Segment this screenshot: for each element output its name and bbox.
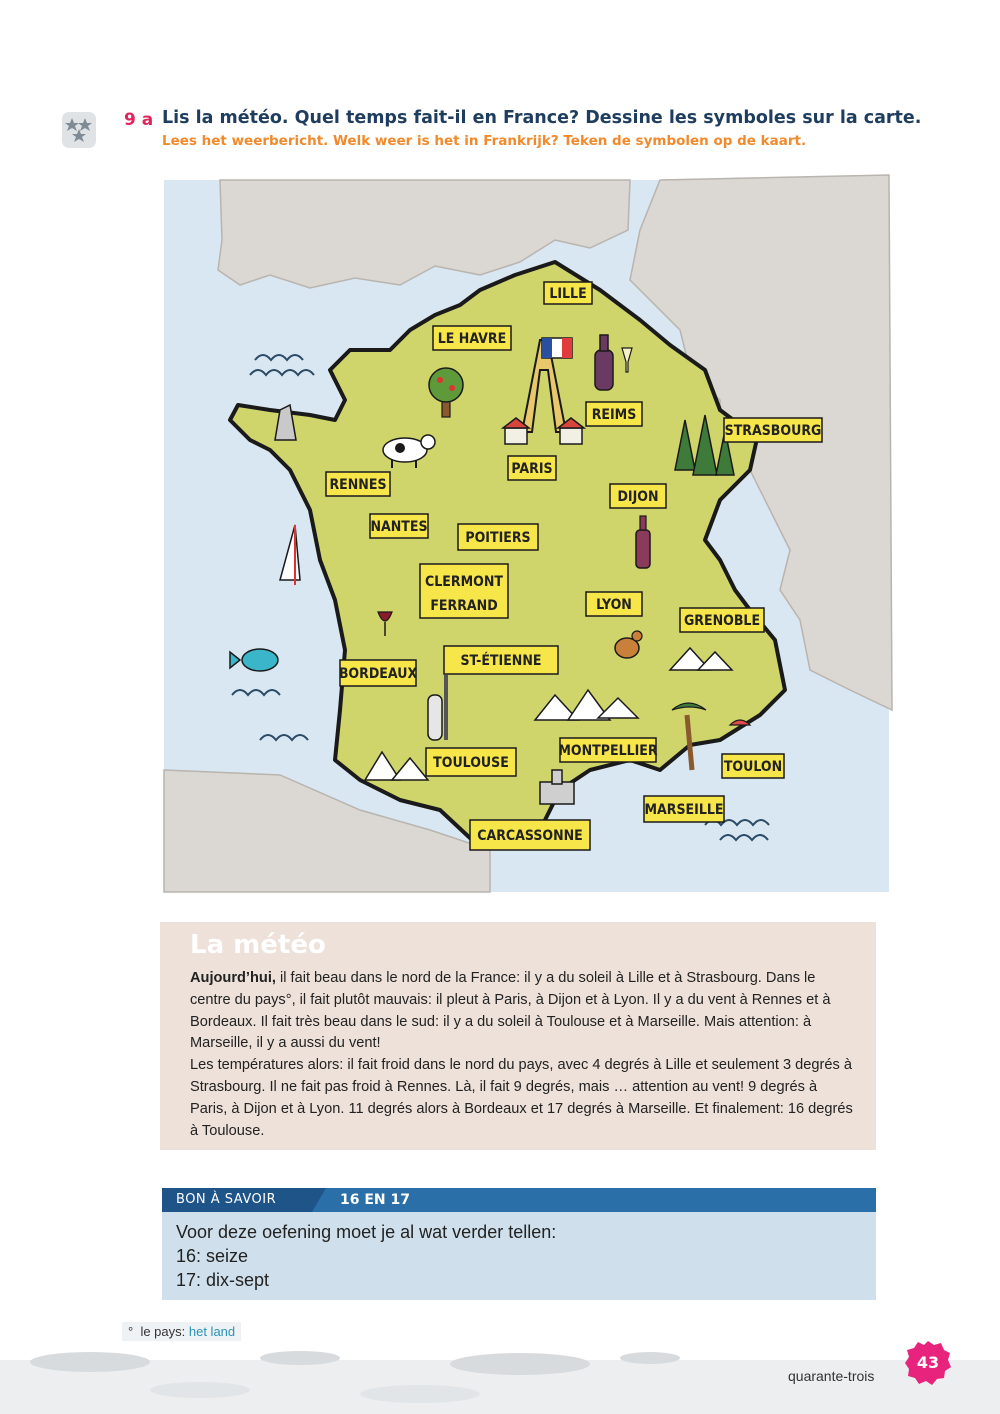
meteo-paragraph-2: Les températures alors: il fait froid dans le nord du pays, avec 4 degrés à Lille et seulement 3 degrés à Strasbourg. Il ne fait pas froid à Rennes. Là, il fait 9 degrés, mais … attention au vent! 9 degrés à Paris, à Dijon et à Lyon. 11 degrés alors à Bordeaux et 17 degrés à Marseille. Et finalement: 16 degrés à Toulouse. bbox=[190, 1057, 853, 1139]
svg-text:TOULOUSE: TOULOUSE bbox=[433, 755, 509, 771]
svg-text:PARIS: PARIS bbox=[511, 461, 553, 477]
bon-a-savoir-line-1: Voor deze oefening moet je al wat verder tellen: bbox=[176, 1222, 557, 1242]
footnote-translation: het land bbox=[188, 1324, 236, 1339]
page-number-badge bbox=[904, 1340, 952, 1386]
svg-text:MONTPELLIER: MONTPELLIER bbox=[558, 743, 658, 759]
city-label-lyon[interactable] bbox=[586, 592, 642, 616]
svg-text:CARCASSONNE: CARCASSONNE bbox=[477, 828, 583, 844]
svg-text:LYON: LYON bbox=[596, 597, 632, 613]
city-label-st-etienne[interactable] bbox=[444, 646, 558, 674]
exercise-subtitle: Lees het weerbericht. Welk weer is het in Frankrijk? Teken de symbolen op de kaart. bbox=[162, 133, 807, 149]
page-number-word: quarante-trois bbox=[788, 1368, 875, 1384]
page-number: 43 bbox=[916, 1353, 940, 1372]
city-label-toulon[interactable] bbox=[722, 754, 784, 778]
bon-a-savoir-line-3: 17: dix-sept bbox=[176, 1270, 270, 1290]
meteo-para1-text: il fait beau dans le nord de la France: il y a du soleil à Lille et à Strasbourg. Dans le centre du pays°, il fait plutôt mauvais: il pleut à Paris, à Dijon et à Lyon. Il y a du vent à Rennes et à Bordeaux. Il fait très beau dans le sud: il y a du soleil à Toulouse et à Marseille. Mais attention: à Marseille, il y a aussi du vent! bbox=[190, 970, 831, 1052]
meteo-text bbox=[190, 968, 858, 1142]
svg-text:BORDEAUX: BORDEAUX bbox=[338, 666, 418, 682]
city-label-rennes[interactable] bbox=[326, 472, 390, 496]
footnote bbox=[122, 1322, 241, 1341]
svg-text:STRASBOURG: STRASBOURG bbox=[724, 423, 822, 439]
svg-text:RENNES: RENNES bbox=[329, 477, 387, 493]
svg-text:GRENOBLE: GRENOBLE bbox=[683, 613, 761, 629]
meteo-title: La météo bbox=[190, 930, 326, 960]
bon-a-savoir-header bbox=[162, 1188, 876, 1212]
meteo-paragraph-1 bbox=[190, 968, 858, 1055]
city-label-grenoble[interactable] bbox=[680, 608, 764, 632]
bon-a-savoir-label: BON À SAVOIR bbox=[162, 1188, 312, 1212]
city-label-nantes[interactable] bbox=[370, 514, 428, 538]
svg-text:MARSEILLE: MARSEILLE bbox=[644, 802, 724, 818]
meteo-box bbox=[160, 922, 876, 1150]
city-label-montpellier[interactable] bbox=[558, 738, 658, 762]
meteo-lead: Aujourd’hui, bbox=[190, 970, 276, 986]
exercise-number: 9 a bbox=[124, 110, 154, 130]
svg-text:POITIERS: POITIERS bbox=[465, 530, 531, 546]
exercise-title: Lis la météo. Quel temps fait-il en France? Dessine les symboles sur la carte. bbox=[162, 108, 922, 128]
svg-text:CLERMONT: CLERMONT bbox=[425, 574, 503, 590]
svg-text:REIMS: REIMS bbox=[591, 407, 637, 423]
city-label-poitiers[interactable] bbox=[458, 524, 538, 550]
city-label-clermont-ferrand[interactable] bbox=[420, 564, 508, 618]
footnote-mark: ° bbox=[128, 1324, 134, 1339]
city-label-le-havre[interactable] bbox=[433, 326, 511, 350]
svg-text:FERRAND: FERRAND bbox=[430, 598, 498, 614]
svg-text:LE HAVRE: LE HAVRE bbox=[437, 331, 507, 347]
bon-a-savoir-content bbox=[162, 1212, 876, 1300]
city-label-bordeaux[interactable] bbox=[339, 660, 418, 686]
footnote-term: le pays: bbox=[140, 1324, 186, 1339]
svg-text:DIJON: DIJON bbox=[617, 489, 659, 505]
bon-a-savoir-line-2: 16: seize bbox=[176, 1246, 249, 1266]
city-label-toulouse[interactable] bbox=[426, 748, 516, 776]
france-map[interactable] bbox=[160, 170, 895, 895]
city-label-paris[interactable] bbox=[508, 456, 556, 480]
city-label-strasbourg[interactable] bbox=[724, 418, 822, 442]
difficulty-stars-icon bbox=[62, 112, 96, 148]
city-label-carcassonne[interactable] bbox=[470, 820, 590, 850]
city-label-dijon[interactable] bbox=[610, 484, 666, 508]
svg-text:ST-ÉTIENNE: ST-ÉTIENNE bbox=[460, 653, 542, 669]
city-label-marseille[interactable] bbox=[644, 796, 724, 822]
city-label-reims[interactable] bbox=[586, 402, 642, 426]
city-label-lille[interactable] bbox=[544, 282, 592, 304]
bon-a-savoir-title: 16 EN 17 bbox=[340, 1192, 410, 1208]
svg-text:TOULON: TOULON bbox=[723, 759, 783, 775]
svg-text:LILLE: LILLE bbox=[549, 286, 587, 302]
bon-a-savoir-tab-tip bbox=[312, 1188, 326, 1212]
svg-text:NANTES: NANTES bbox=[370, 519, 428, 535]
